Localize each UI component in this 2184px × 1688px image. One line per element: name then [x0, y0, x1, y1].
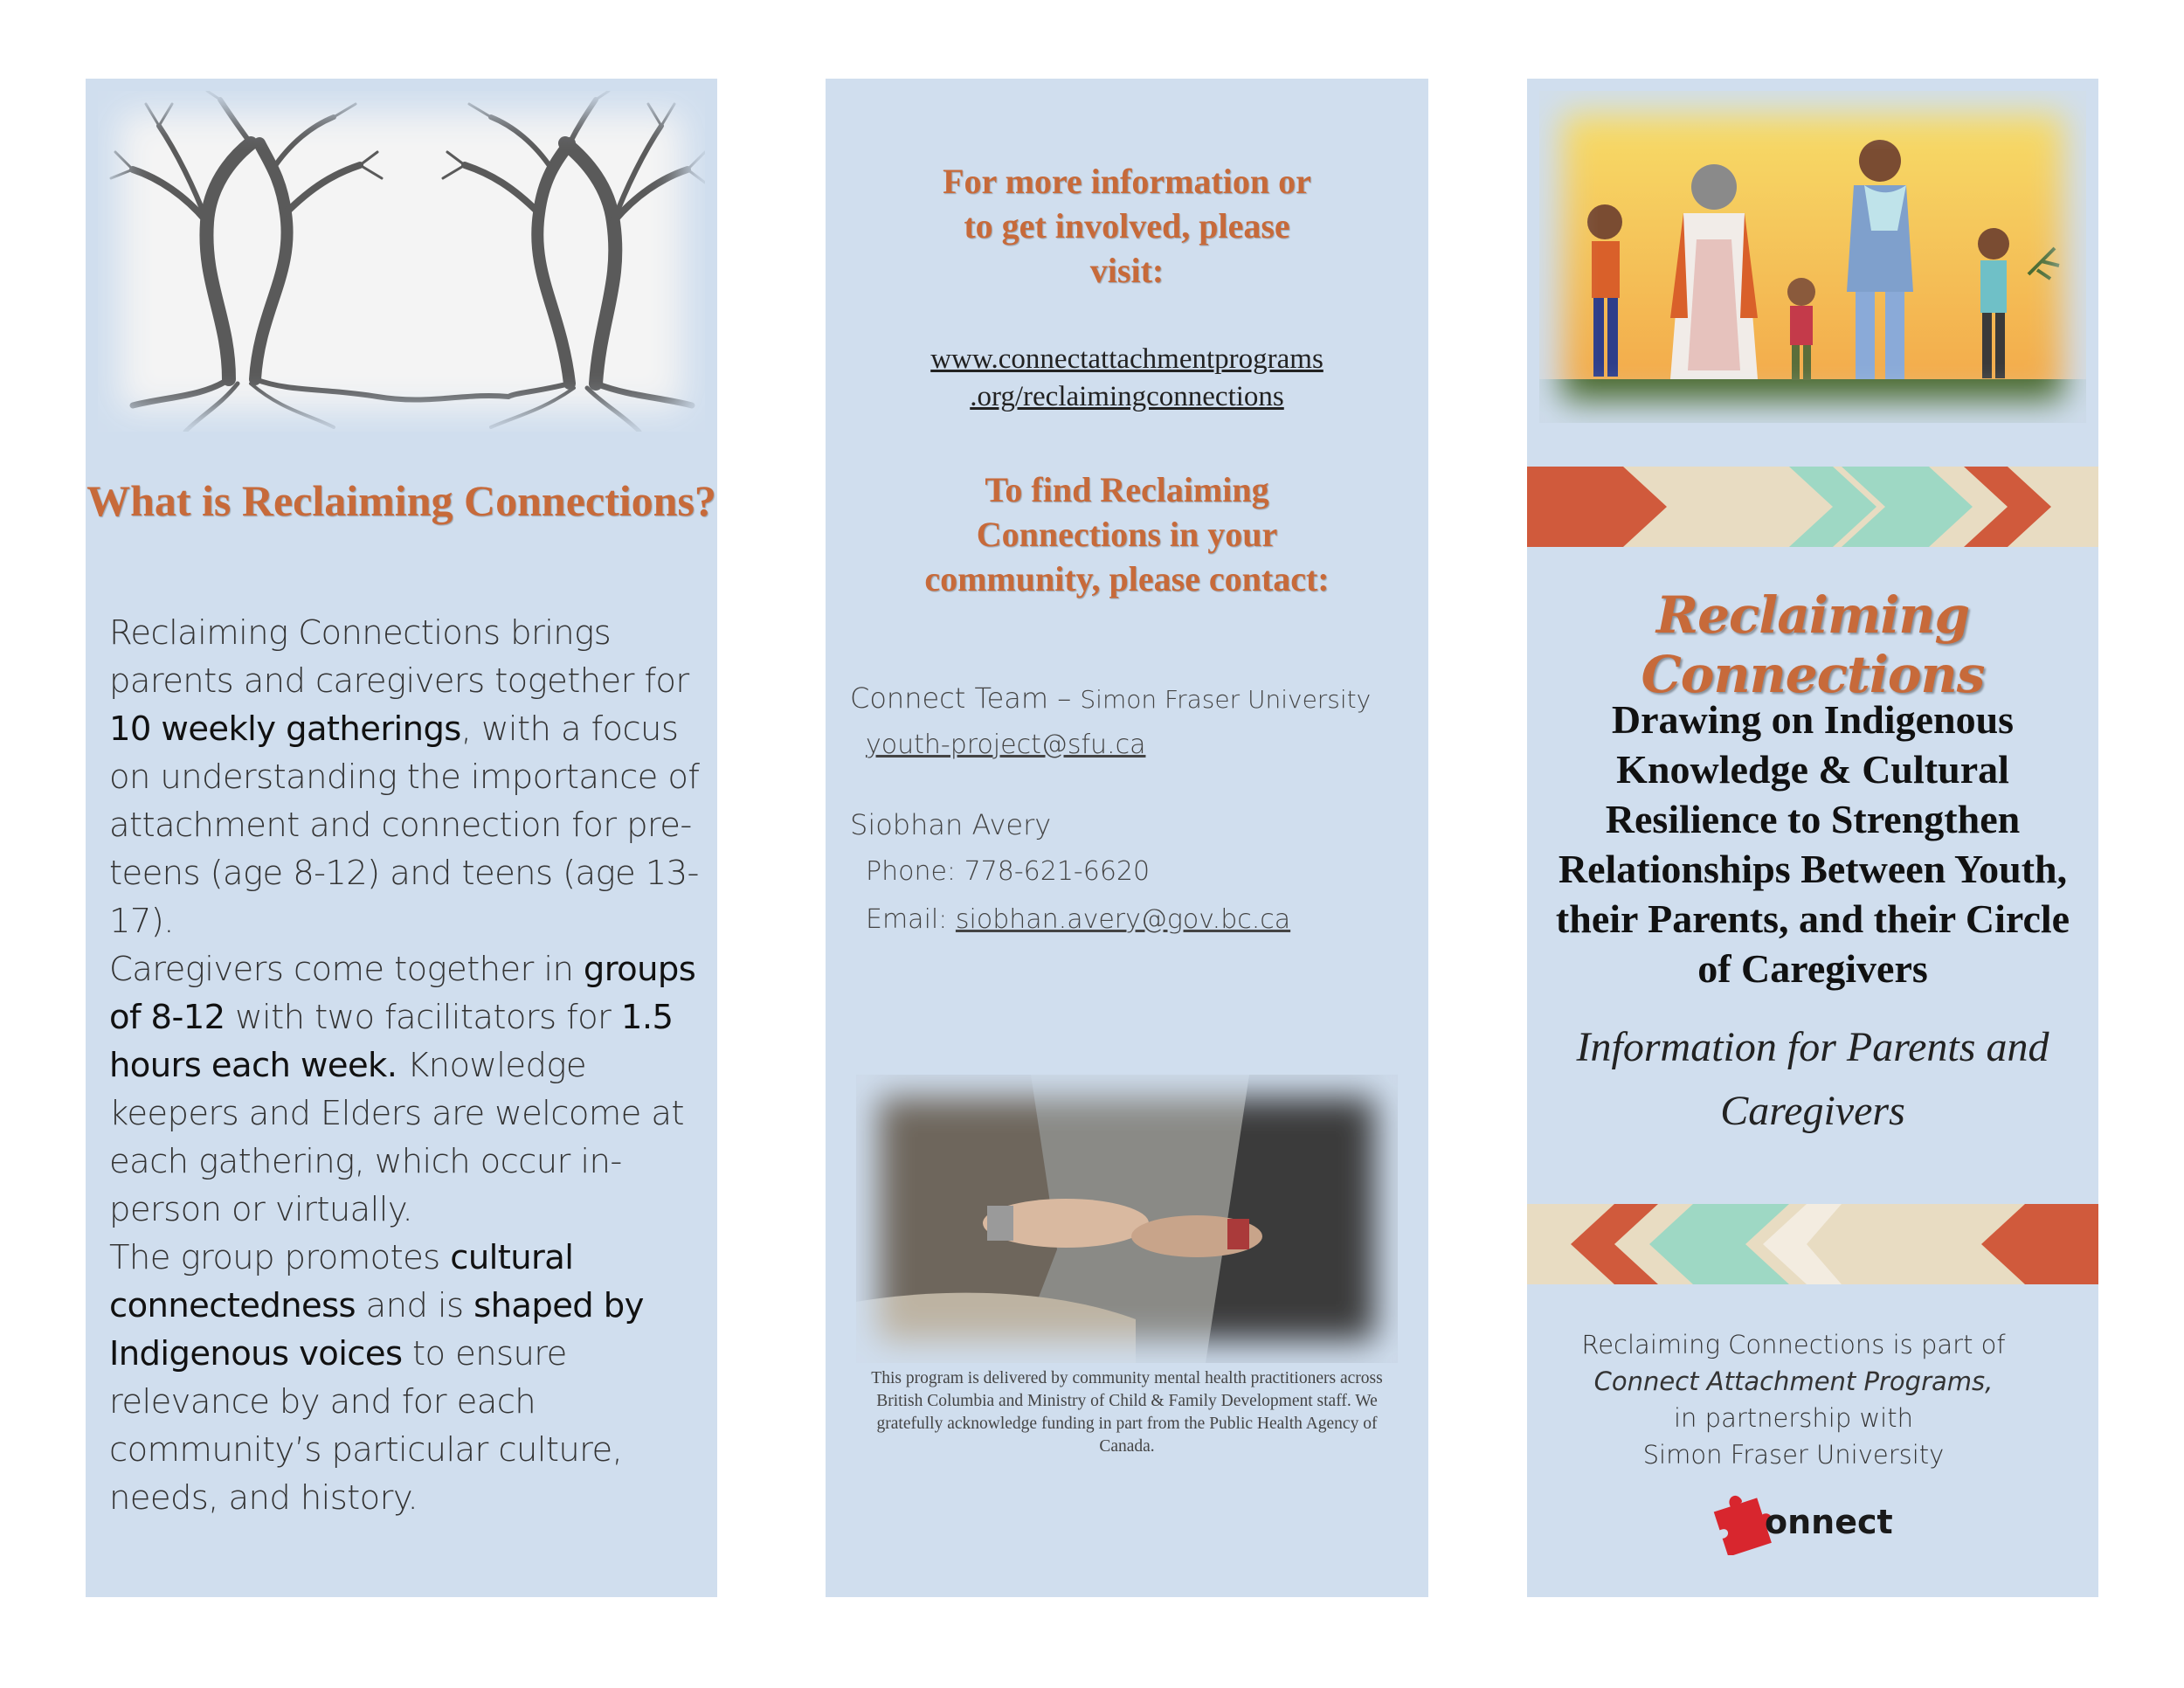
funding-note: This program is delivered by community mental health practitioners across British Columbia and Ministry of Child & Family Development staff. We gratefully acknowledge funding in part from the Public Health Agency of Canada.	[871, 1369, 1383, 1456]
phone-label: Phone:	[866, 856, 964, 887]
panel1-para2-segment: groups of 8-12	[109, 950, 696, 1037]
panel1-para2-segment: Caregivers come together in	[109, 950, 584, 989]
panel-right	[1527, 79, 2098, 1597]
panel1-para2-segment: Knowledge keepers and Elders are welcome at each gathering, which occur in-person or virtually.	[109, 1046, 684, 1229]
panel1-para3-segment: The group promotes	[109, 1238, 451, 1277]
panel1-para1-segment: , with a focus on understanding the importance of attachment and connection for pre-teens (age 8-12) and teens (age 13-17).	[109, 709, 700, 941]
panel1-para3-segment: to ensure relevance by and for each community’s particular culture, needs, and history.	[109, 1334, 623, 1518]
contact-name: Siobhan Avery	[850, 808, 1052, 841]
team-university: Simon Fraser University	[1080, 685, 1372, 714]
phone-number: 778-621-6620	[964, 856, 1151, 887]
panel1-para2-segment: with two facilitators for	[225, 998, 621, 1037]
family-illustration	[1539, 91, 2086, 423]
more-info-heading: For more information or to get involved, please visit:	[943, 162, 1311, 290]
hands-photo	[856, 1075, 1398, 1363]
panel1-para3-segment: and is	[356, 1286, 474, 1325]
team-name: Connect Team –	[850, 681, 1081, 715]
brochure-title: Reclaiming Connections	[1641, 585, 1985, 704]
decorative-band-bottom	[1527, 1204, 2098, 1284]
panel1-para3-segment: shaped by Indigenous voices	[109, 1286, 644, 1373]
brochure-subtitle: Drawing on Indigenous Knowledge & Cultural Resilience to Strengthen Relationships Between Youth, their Parents, and their Circle of Caregivers	[1555, 697, 2070, 991]
website-link[interactable]	[826, 341, 1428, 416]
contact-email	[866, 904, 1290, 935]
footer-line-4: Simon Fraser University	[1642, 1440, 1945, 1470]
connect-team-label	[850, 681, 1371, 715]
panel1-para1-segment: 10 weekly gatherings	[109, 709, 461, 749]
panel1-para3-segment: cultural connectedness	[109, 1238, 574, 1325]
decorative-band-top	[1527, 467, 2098, 547]
website-link-line2[interactable]: .org/reclaimingconnections	[970, 381, 1284, 412]
website-link-line1[interactable]: www.connectattachmentprograms	[930, 343, 1324, 375]
panel1-paragraph-3	[109, 1234, 703, 1522]
panel1-paragraph-1	[109, 609, 703, 945]
connect-logo	[1711, 1485, 1903, 1564]
logo-text: onnect	[1765, 1503, 1893, 1541]
footer-line-2: Connect Attachment Programs,	[1593, 1366, 1994, 1396]
footer-line-3: in partnership with	[1674, 1403, 1913, 1433]
email-link[interactable]: siobhan.avery@gov.bc.ca	[955, 904, 1291, 935]
panel1-para2-segment: 1.5 hours each week.	[109, 998, 674, 1085]
panel-left	[86, 79, 717, 1597]
audience-line: Information for Parents and Caregivers	[1576, 1024, 2049, 1134]
find-contact-heading: To find Reclaiming Connections in your community, please contact:	[924, 470, 1330, 598]
footer-line-1: Reclaiming Connections is part of	[1581, 1330, 2006, 1359]
contact-phone	[866, 856, 1150, 887]
panel1-paragraph-2	[109, 945, 703, 1234]
panel-middle	[826, 79, 1428, 1597]
panel1-heading: What is Reclaiming Connections?	[86, 476, 716, 525]
panel1-para1-segment: Reclaiming Connections brings parents and caregivers together for	[109, 613, 689, 701]
team-email-link[interactable]: youth-project@sfu.ca	[866, 730, 1146, 760]
trees-illustration	[98, 91, 705, 432]
email-label: Email:	[866, 904, 956, 935]
